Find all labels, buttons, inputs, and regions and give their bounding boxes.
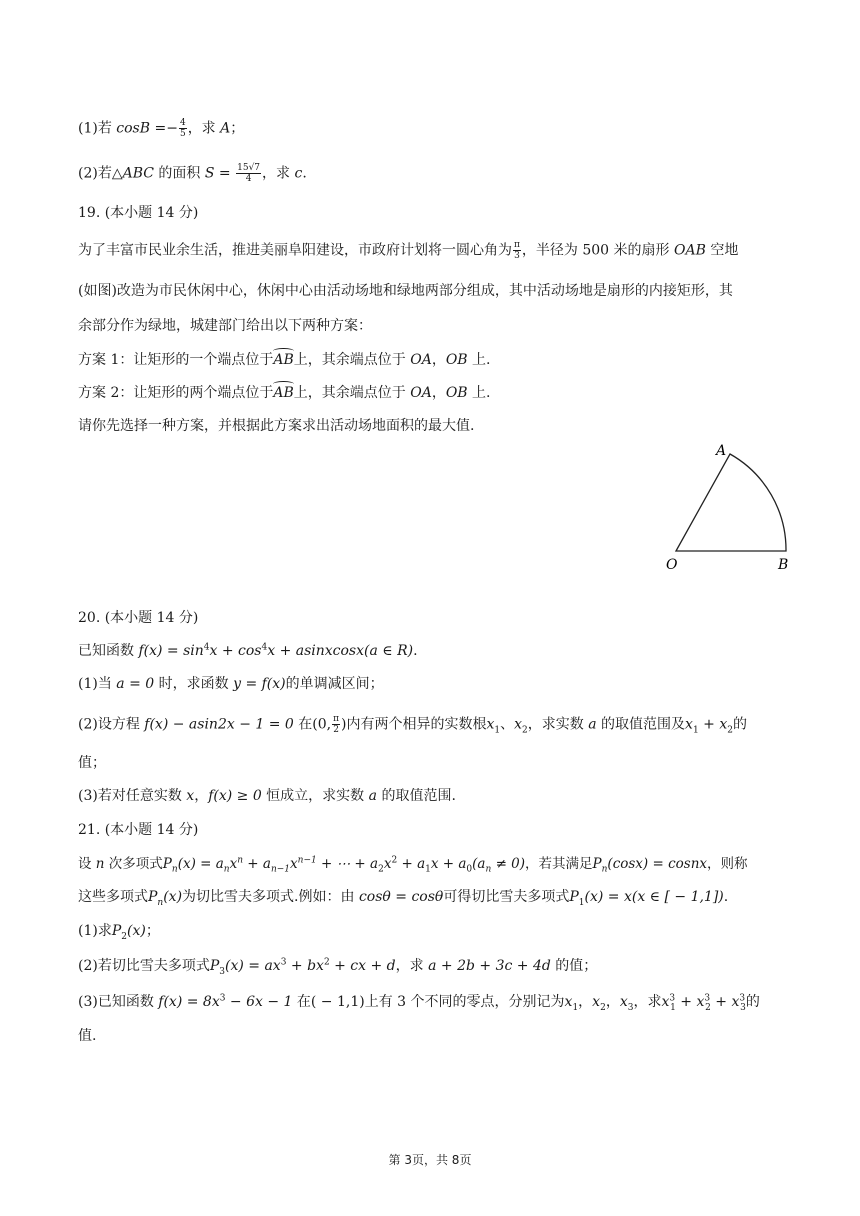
q21-part3: (3)已知函数 $f(x) = 8x^3 - 6x - 1$ 在( − 1,1)上有 3 个不同的零点，分别记为$x_1$，$x_2$，$x_3$，求$x^3_1 + x^3_2 + x^3_3$的 bbox=[78, 993, 760, 1013]
q18-part1: (1)若 cosB =− $\frac{4}{5}$ ，求 A； bbox=[78, 118, 245, 139]
q21-header: 21. (本小题 14 分) bbox=[78, 822, 199, 838]
q18-part2: (2)若△ABC 的面积 S = $\frac{15√7}{4}$ ，求 c. bbox=[78, 163, 307, 184]
q20-header: 20. (本小题 14 分) bbox=[78, 610, 199, 626]
q21-stem-line1: 设 n 次多项式$P_n(x) = a_nx^n + a_{n-1}x^{n-1}$ + ⋯ + $a_2x^2 + a_1x + a_0(a_n \ne 0)$，若其满足$P_n(\cos x)$ = cosnx，则称 bbox=[78, 855, 748, 875]
q20-part1: (1)当 a = 0 时，求函数 y = f(x)的单调减区间； bbox=[78, 676, 384, 692]
q20-part2: (2)设方程 f(x) − asin2x − 1 = 0 在(0, $\frac{\pi}{2}$ )内有两个相异的实数根$x_1$、$x_2$，求实数 a 的取值范围及$x_1 + x_2$的 bbox=[78, 714, 747, 736]
q21-part2: (2)若切比雪夫多项式$P_3(x) = ax^3 + bx^2$ + cx + d，求 a + 2b + 3c + 4d 的值； bbox=[78, 957, 598, 977]
q21-part1: (1)求$P_2(x)$； bbox=[78, 923, 160, 942]
page-footer: 第 3页，共 8页 bbox=[388, 1153, 472, 1167]
label-O: O bbox=[666, 557, 678, 573]
q20-part3: (3)若对任意实数 x，f(x) ≥ 0 恒成立，求实数 a 的取值范围. bbox=[78, 788, 456, 804]
q19-line2: (如图)改造为市民休闲中心，休闲中心由活动场地和绿地两部分组成，其中活动场地是扇形的内接矩形，其 bbox=[78, 283, 733, 299]
sector-edges bbox=[676, 454, 786, 551]
q19-scheme1: 方案 1：让矩形的一个端点位于AB上，其余端点位于 OA，OB 上. bbox=[78, 352, 491, 368]
label-B: B bbox=[778, 557, 789, 573]
label-A: A bbox=[716, 443, 727, 459]
q21-part3-cont: 值. bbox=[78, 1028, 97, 1044]
q19-question: 请你先选择一种方案，并根据此方案求出活动场地面积的最大值. bbox=[78, 418, 475, 434]
q19-scheme2: 方案 2：让矩形的两个端点位于AB上，其余端点位于 OA，OB 上. bbox=[78, 385, 491, 401]
q21-stem-line2: 这些多项式$P_n(x)$为切比雪夫多项式.例如：由 cosθ = cosθ可得切比雪夫多项式$P_1(x) = x(x$ ∈ [ − 1,1]). bbox=[78, 889, 729, 908]
sector-figure bbox=[660, 438, 800, 574]
q19-line1: 为了丰富市民业余生活，推进美丽阜阳建设，市政府计划将一圆心角为 $\frac{\pi}{3}$ ，半径为 500 米的扇形 OAB 空地 bbox=[78, 240, 739, 261]
q20-stem: 已知函数 $f(x) = \sin^4x + \cos^4x$ + asinxcosx(a ∈ R). bbox=[78, 642, 418, 659]
q20-part2-cont: 值； bbox=[78, 755, 106, 771]
q19-header: 19. (本小题 14 分) bbox=[78, 205, 199, 221]
q19-line3: 余部分作为绿地，城建部门给出以下两种方案： bbox=[78, 318, 372, 334]
